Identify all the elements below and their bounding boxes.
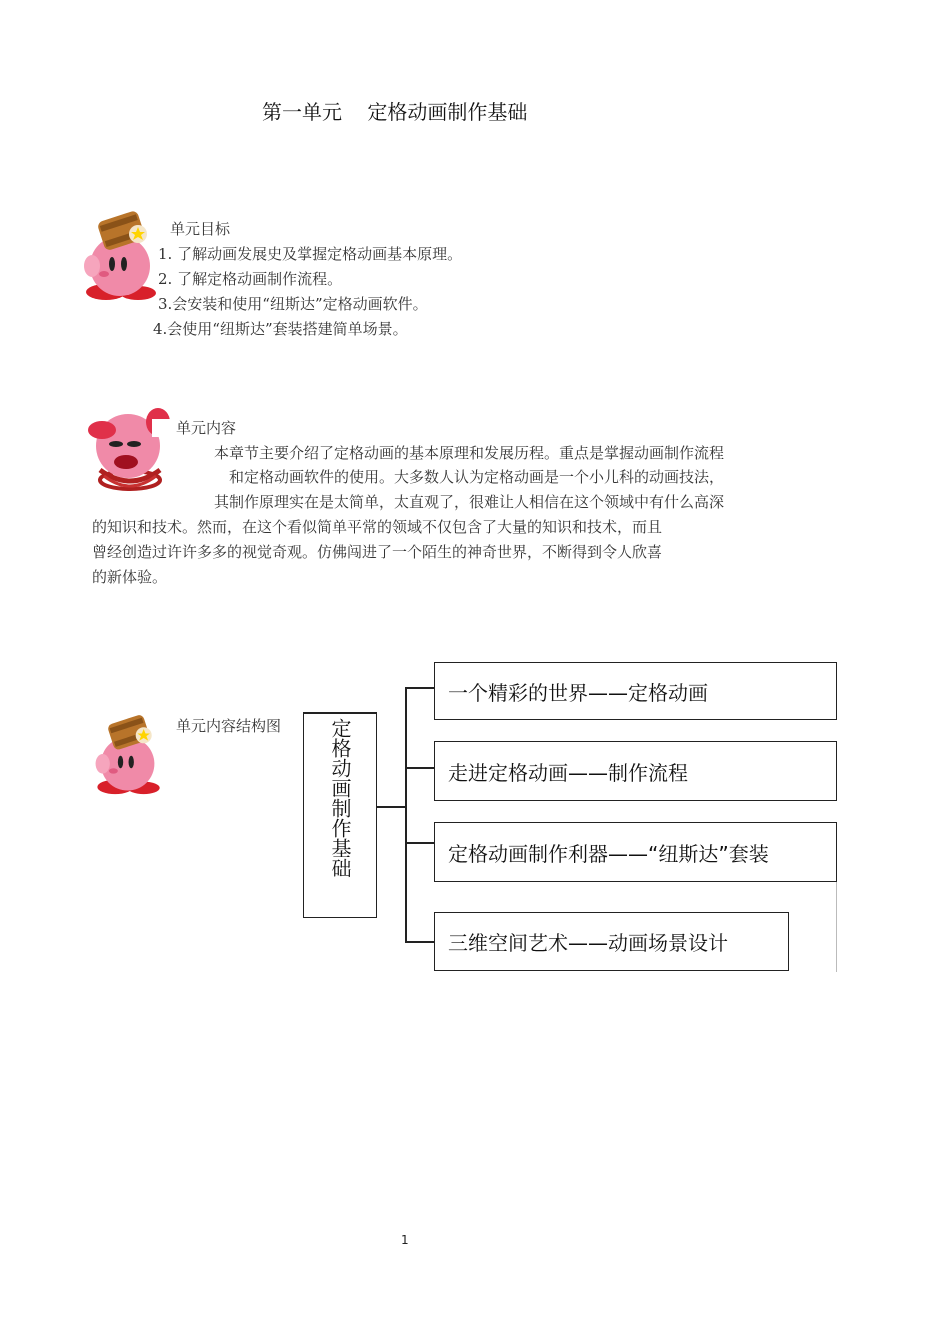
kirby-sad-icon <box>84 400 176 496</box>
content-line: 曾经创造过许许多多的视觉奇观。仿佛闯进了一个陌生的神奇世界，不断得到令人欣喜 <box>92 543 663 561</box>
connector-line <box>405 842 434 844</box>
connector-line <box>405 941 434 943</box>
divider <box>836 882 837 972</box>
content-line: 的新体验。 <box>92 568 168 586</box>
goal-item: 3.会安装和使用“纽斯达”定格动画软件。 <box>158 295 428 313</box>
diagram-root-box <box>303 712 377 918</box>
connector-line <box>377 806 406 808</box>
diagram-branch-box: 走进定格动画——制作流程 <box>434 741 837 801</box>
diagram-branch-box: 三维空间艺术——动画场景设计 <box>434 912 789 971</box>
content-line: 和定格动画软件的使用。大多数人认为定格动画是一个小儿科的动画技法， <box>228 468 724 486</box>
structure-heading: 单元内容结构图 <box>176 716 281 736</box>
connector-line <box>405 687 434 689</box>
connector-line <box>405 767 434 769</box>
kirby-hammer-icon <box>92 708 174 800</box>
page-number: 1 <box>401 1233 409 1247</box>
content-line: 的知识和技术。然而，在这个看似简单平常的领域不仅包含了大量的知识和技术，而且 <box>92 518 663 536</box>
goal-item: 2. 了解定格动画制作流程。 <box>158 270 343 288</box>
content-heading: 单元内容 <box>176 418 236 438</box>
content-line: 本章节主要介绍了定格动画的基本原理和发展历程。重点是掌握动画制作流程 <box>213 444 724 462</box>
goals-heading: 单元目标 <box>170 219 230 239</box>
diagram-root-text: 定格动画制作基础 <box>328 718 352 878</box>
goal-item: 1. 了解动画发展史及掌握定格动画基本原理。 <box>158 245 463 263</box>
goal-item: 4.会使用“纽斯达”套装搭建简单场景。 <box>153 320 408 338</box>
diagram-branch-box: 定格动画制作利器——“纽斯达”套装 <box>434 822 837 882</box>
page-title: 第一单元 定格动画制作基础 <box>262 100 528 124</box>
diagram-branch-box: 一个精彩的世界——定格动画 <box>434 662 837 720</box>
content-line: 其制作原理实在是太简单，太直观了，很难让人相信在这个领域中有什么高深 <box>213 493 724 511</box>
connector-line <box>405 687 407 942</box>
